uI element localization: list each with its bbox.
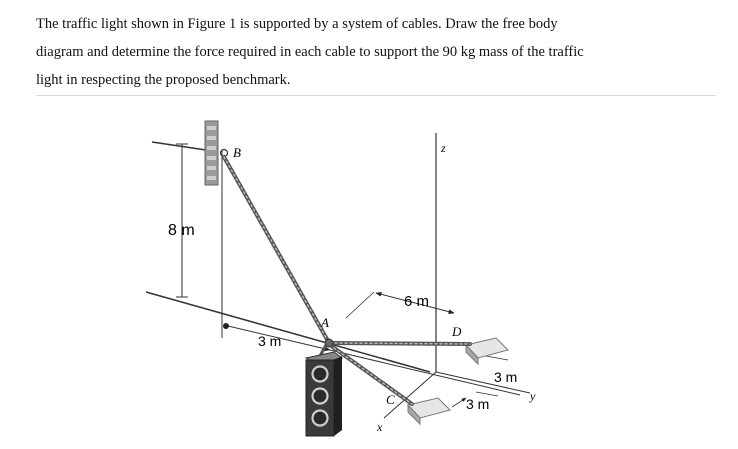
- problem-line-2: diagram and determine the force required in each cable to support the 90 kg mass of the traffic: [36, 44, 584, 60]
- signal-lamp-middle: [313, 389, 328, 404]
- signal-lamp-bottom: [313, 411, 328, 426]
- dim-label-3m-wall: 3 m: [258, 333, 282, 349]
- axis-label-x: x: [377, 420, 383, 434]
- wall-plate: [205, 121, 218, 185]
- dim-label-3m-y1: 3 m: [494, 369, 518, 385]
- dim-label-6m: 6 m: [404, 293, 430, 310]
- ground-line: [146, 292, 430, 372]
- traffic-light: [306, 352, 342, 436]
- signal-lamp-top: [313, 367, 328, 382]
- label-D: D: [452, 324, 462, 339]
- label-C: C: [386, 392, 395, 407]
- axis-label-y: y: [530, 389, 536, 403]
- axis-label-z: z: [441, 141, 446, 155]
- label-A: A: [321, 315, 329, 330]
- dim-label-3m-y2: 3 m: [466, 396, 490, 412]
- dim-label-8m: 8 m: [168, 222, 195, 239]
- point-A-ring: [325, 339, 333, 347]
- problem-line-3: light in respecting the proposed benchmark.: [36, 72, 291, 88]
- label-B: B: [233, 145, 241, 160]
- top-wall-line: [152, 142, 206, 150]
- cables: [224, 157, 470, 404]
- problem-line-1: The traffic light shown in Figure 1 is supported by a system of cables. Draw the free body: [36, 16, 558, 32]
